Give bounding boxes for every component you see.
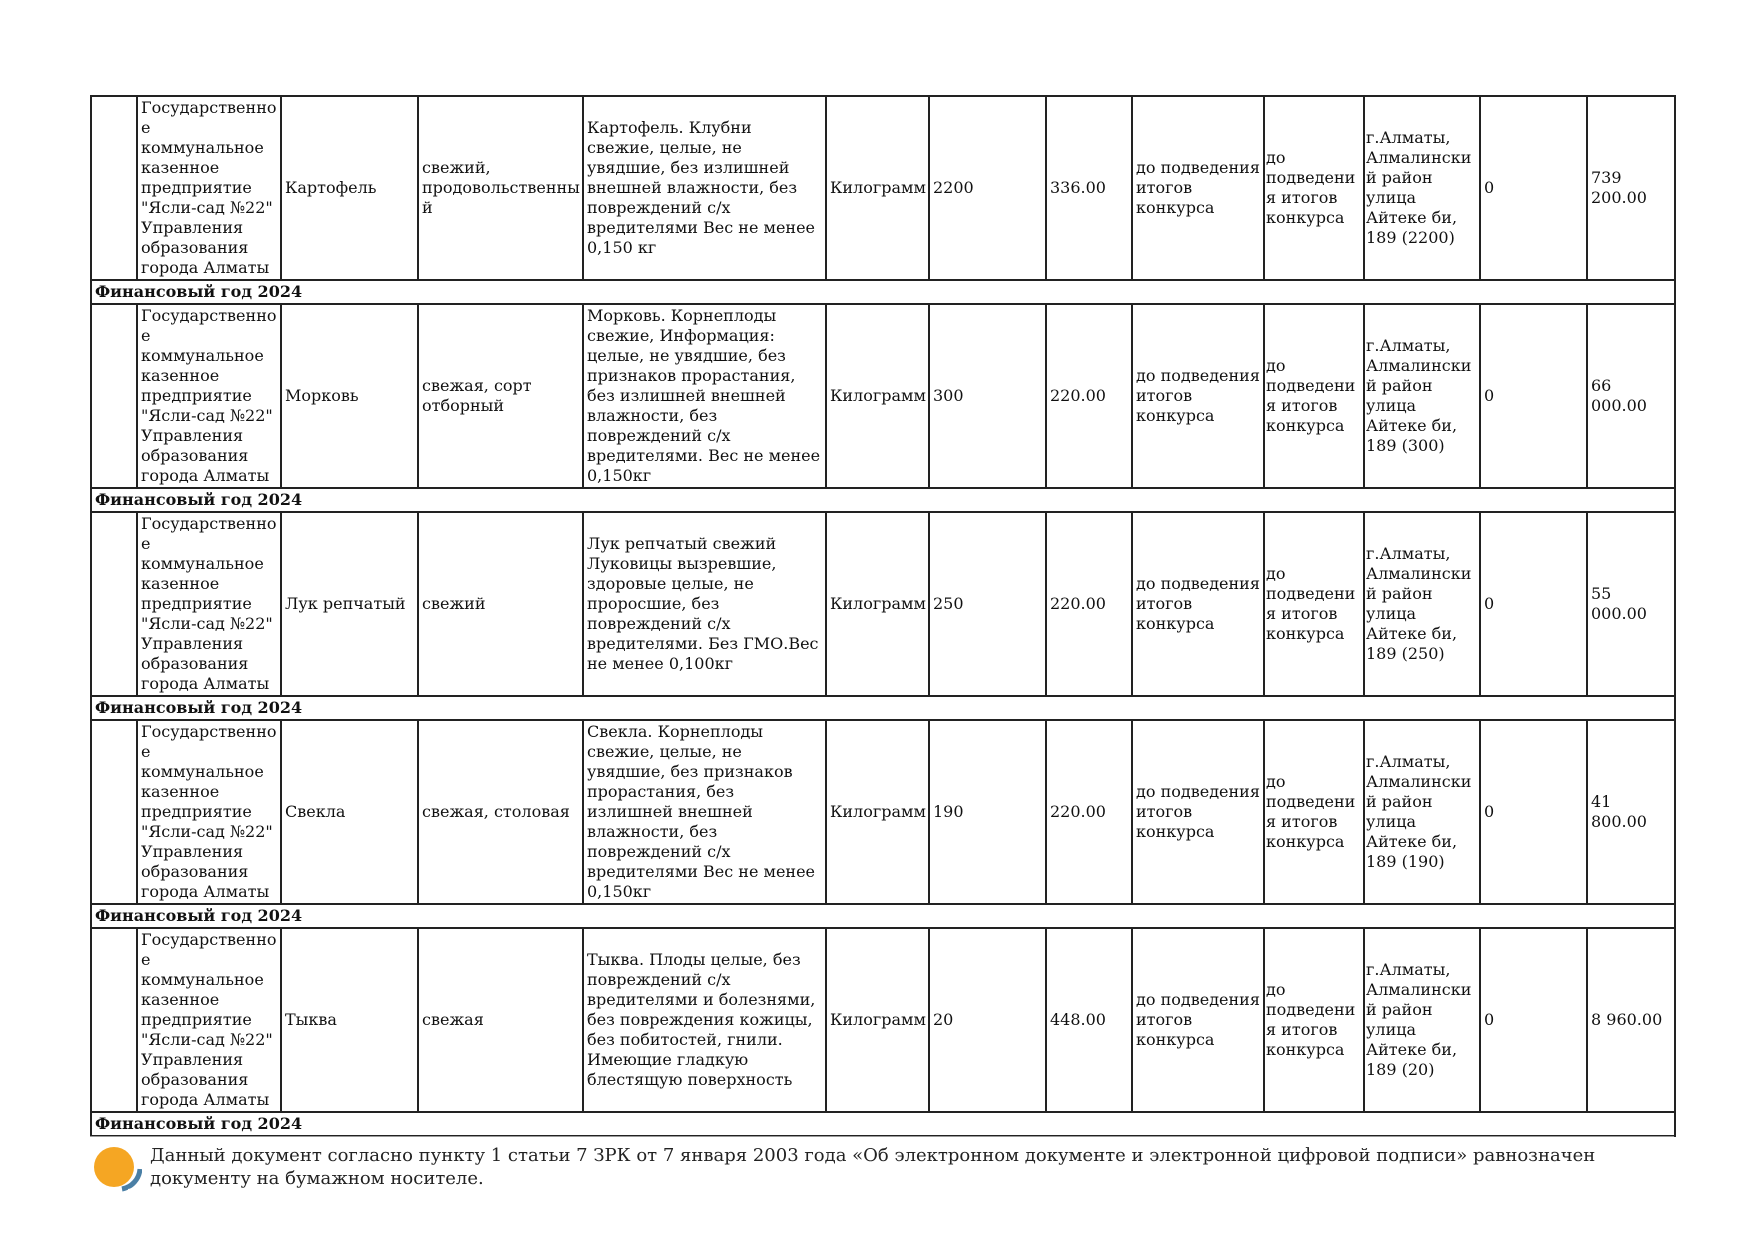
- cell-item-name: Картофель: [281, 96, 418, 280]
- cell-delivery-place: г.Алматы, Алмалинский район улица Айтеке би, 189 (2200): [1364, 96, 1480, 280]
- cell-item-name: Лук репчатый: [281, 512, 418, 696]
- table-row: [91, 96, 1675, 280]
- cell-index: [91, 720, 137, 904]
- cell-unit-price: 448.00: [1046, 928, 1132, 1112]
- legal-notice-text: Данный документ согласно пункту 1 статьи 7 ЗРК от 7 января 2003 года «Об электронном документе и электронной цифровой подписи» равнозначен документу на бумажном носителе.: [150, 1145, 1596, 1189]
- cell-unit: Килограмм: [826, 512, 929, 696]
- cell-delivery-term-alt: до подведения итогов конкурса: [1264, 720, 1364, 904]
- cell-advance: 0: [1480, 720, 1587, 904]
- cell-unit: Килограмм: [826, 720, 929, 904]
- fiscal-year-label: Финансовый год 2024: [91, 904, 1675, 928]
- cell-delivery-place: г.Алматы, Алмалинский район улица Айтеке би, 189 (20): [1364, 928, 1480, 1112]
- cell-customer: Государственное коммунальное казенное предприятие "Ясли-сад №22" Управления образования города Алматы: [137, 512, 281, 696]
- cell-delivery-term: до подведения итогов конкурса: [1132, 928, 1264, 1112]
- cell-item-name: Свекла: [281, 720, 418, 904]
- cell-unit-price: 336.00: [1046, 96, 1132, 280]
- cell-unit-price: 220.00: [1046, 304, 1132, 488]
- cell-item-description: Картофель. Клубни свежие, целые, не увядшие, без излишней внешней влажности, без повреждений с/х вредителями Вес не менее 0,150 кг: [583, 96, 826, 280]
- cell-delivery-term: до подведения итогов конкурса: [1132, 304, 1264, 488]
- fiscal-year-row: [91, 488, 1675, 512]
- fiscal-year-label: Финансовый год 2024: [91, 1112, 1675, 1136]
- cell-item-description: Тыква. Плоды целые, без повреждений с/х вредителями и болезнями, без повреждения кожицы, без побитостей, гнили. Имеющие гладкую блестящую поверхность: [583, 928, 826, 1112]
- cell-unit-price: 220.00: [1046, 512, 1132, 696]
- cell-customer: Государственное коммунальное казенное предприятие "Ясли-сад №22" Управления образования города Алматы: [137, 720, 281, 904]
- cell-item-description: Лук репчатый свежий Луковицы вызревшие, здоровые целые, не проросшие, без повреждений с/х вредителями. Без ГМО.Вес не менее 0,100кг: [583, 512, 826, 696]
- cell-item-spec: свежая, столовая: [418, 720, 583, 904]
- cell-advance: 0: [1480, 512, 1587, 696]
- egov-sun-logo-icon: [92, 1143, 142, 1193]
- cell-delivery-term: до подведения итогов конкурса: [1132, 512, 1264, 696]
- fiscal-year-row: [91, 280, 1675, 304]
- cell-unit-price: 220.00: [1046, 720, 1132, 904]
- cell-customer: Государственное коммунальное казенное предприятие "Ясли-сад №22" Управления образования города Алматы: [137, 304, 281, 488]
- cell-delivery-term-alt: до подведения итогов конкурса: [1264, 928, 1364, 1112]
- procurement-sheet: [90, 95, 1674, 1137]
- procurement-table: [90, 95, 1676, 1137]
- table-row: [91, 304, 1675, 488]
- cell-total-sum: 66 000.00: [1587, 304, 1675, 488]
- table-row: [91, 720, 1675, 904]
- cell-delivery-term-alt: до подведения итогов конкурса: [1264, 512, 1364, 696]
- cell-item-spec: свежий, продовольственный: [418, 96, 583, 280]
- cell-customer: Государственное коммунальное казенное предприятие "Ясли-сад №22" Управления образования города Алматы: [137, 96, 281, 280]
- cell-delivery-place: г.Алматы, Алмалинский район улица Айтеке би, 189 (190): [1364, 720, 1480, 904]
- cell-index: [91, 512, 137, 696]
- cell-item-description: Свекла. Корнеплоды свежие, целые, не увядшие, без признаков прорастания, без излишней внешней влажности, без повреждений с/х вредителями Вес не менее 0,150кг: [583, 720, 826, 904]
- cell-quantity: 250: [929, 512, 1046, 696]
- cell-quantity: 190: [929, 720, 1046, 904]
- cell-delivery-term-alt: до подведения итогов конкурса: [1264, 304, 1364, 488]
- cell-item-name: Тыква: [281, 928, 418, 1112]
- cell-quantity: 2200: [929, 96, 1046, 280]
- cell-index: [91, 928, 137, 1112]
- cell-item-spec: свежая: [418, 928, 583, 1112]
- cell-unit: Килограмм: [826, 304, 929, 488]
- cell-index: [91, 96, 137, 280]
- cell-customer: Государственное коммунальное казенное предприятие "Ясли-сад №22" Управления образования города Алматы: [137, 928, 281, 1112]
- signature-footer: [90, 1136, 1674, 1189]
- cell-delivery-term: до подведения итогов конкурса: [1132, 96, 1264, 280]
- cell-delivery-place: г.Алматы, Алмалинский район улица Айтеке би, 189 (300): [1364, 304, 1480, 488]
- fiscal-year-label: Финансовый год 2024: [91, 280, 1675, 304]
- cell-total-sum: 41 800.00: [1587, 720, 1675, 904]
- cell-delivery-place: г.Алматы, Алмалинский район улица Айтеке би, 189 (250): [1364, 512, 1480, 696]
- fiscal-year-row: [91, 904, 1675, 928]
- cell-total-sum: 55 000.00: [1587, 512, 1675, 696]
- cell-advance: 0: [1480, 928, 1587, 1112]
- fiscal-year-label: Финансовый год 2024: [91, 696, 1675, 720]
- cell-item-name: Морковь: [281, 304, 418, 488]
- cell-advance: 0: [1480, 304, 1587, 488]
- cell-advance: 0: [1480, 96, 1587, 280]
- fiscal-year-row: [91, 1112, 1675, 1136]
- cell-quantity: 20: [929, 928, 1046, 1112]
- table-row: [91, 512, 1675, 696]
- fiscal-year-label: Финансовый год 2024: [91, 488, 1675, 512]
- table-body: [91, 96, 1675, 1136]
- cell-item-description: Морковь. Корнеплоды свежие, Информация: целые, не увядшие, без признаков прорастания, без излишней внешней влажности, без повреждений с/х вредителями. Вес не менее 0,150кг: [583, 304, 826, 488]
- cell-delivery-term: до подведения итогов конкурса: [1132, 720, 1264, 904]
- table-row: [91, 928, 1675, 1112]
- cell-unit: Килограмм: [826, 96, 929, 280]
- fiscal-year-row: [91, 696, 1675, 720]
- cell-total-sum: 8 960.00: [1587, 928, 1675, 1112]
- cell-item-spec: свежая, сорт отборный: [418, 304, 583, 488]
- cell-delivery-term-alt: до подведения итогов конкурса: [1264, 96, 1364, 280]
- cell-index: [91, 304, 137, 488]
- cell-item-spec: свежий: [418, 512, 583, 696]
- cell-total-sum: 739 200.00: [1587, 96, 1675, 280]
- cell-unit: Килограмм: [826, 928, 929, 1112]
- cell-quantity: 300: [929, 304, 1046, 488]
